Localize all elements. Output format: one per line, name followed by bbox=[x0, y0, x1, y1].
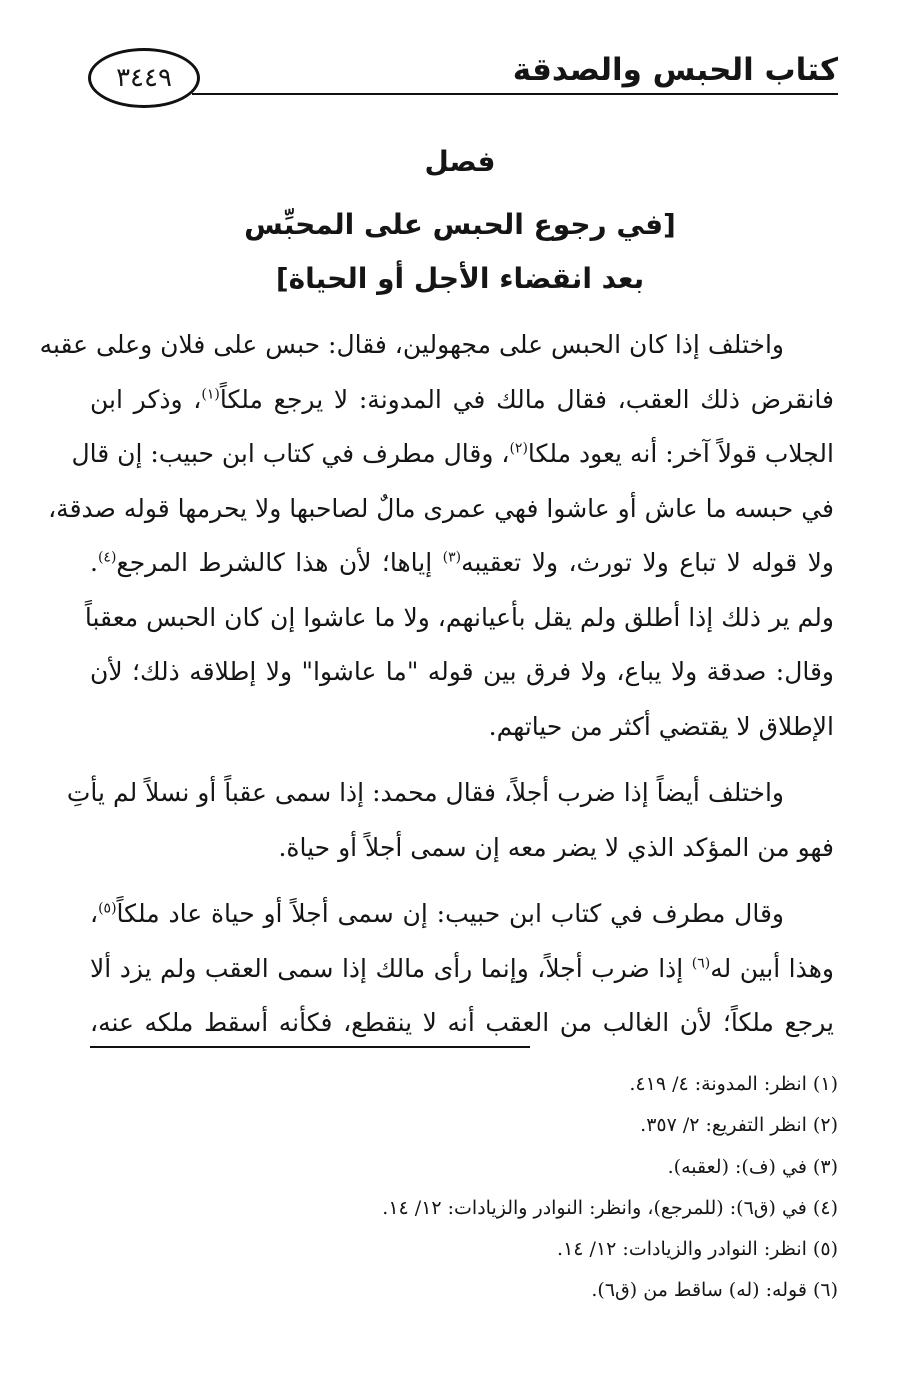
text-line bbox=[90, 536, 834, 591]
footnote-item: (١) انظر: المدونة: ٤/ ٤١٩. bbox=[629, 1073, 838, 1095]
footnote-reference[interactable]: (٥) bbox=[98, 900, 117, 917]
text-line bbox=[39, 318, 834, 373]
text-line bbox=[90, 373, 834, 428]
text-span: واختلف أيضاً إذا ضرب أجلاً، فقال محمد: إذا سمى عقباً أو نسلاً لم يأتِ bbox=[66, 778, 784, 807]
footnote-item: (٥) انظر: النوادر والزيادات: ١٢/ ١٤. bbox=[557, 1238, 838, 1261]
text-span: يرجع ملكاً؛ لأن الغالب من العقب أنه لا ينقطع، فكأنه أسقط ملكه عنه، bbox=[90, 1008, 834, 1037]
paragraph-gap bbox=[90, 875, 834, 887]
text-span: فهو من المؤكد الذي لا يضر معه إن سمى أجلاً أو حياة. bbox=[278, 832, 834, 862]
header-rule bbox=[192, 93, 838, 95]
running-header-title: كتاب الحبس والصدقة bbox=[512, 52, 838, 88]
footnote-item: (٦) قوله: (له) ساقط من (ق٦). bbox=[591, 1279, 838, 1302]
text-line bbox=[71, 427, 834, 482]
text-span: ، bbox=[90, 899, 99, 928]
text-span: إياها؛ لأن هذا كالشرط المرجع bbox=[116, 548, 443, 577]
text-span: ولم ير ذلك إذا أطلق ولم يقل بأعيانهم، ولا ما عاشوا إن كان الحبس معقباً bbox=[84, 602, 834, 632]
text-line bbox=[90, 887, 834, 942]
text-span: الإطلاق لا يقتضي أكثر من حياتهم. bbox=[488, 711, 834, 741]
text-span: وهذا أبين له bbox=[710, 953, 834, 983]
chapter-title-line-2: بعد انقضاء الأجل أو الحياة] bbox=[275, 262, 645, 295]
text-line bbox=[48, 482, 834, 537]
text-span: . bbox=[90, 548, 98, 577]
text-line bbox=[90, 942, 834, 997]
footnote-reference[interactable]: (٦) bbox=[691, 955, 711, 972]
footnote-separator bbox=[90, 1046, 530, 1048]
text-span: وقال: صدقة ولا يباع، ولا فرق بين قوله "ما عاشوا" ولا إطلاقه ذلك؛ لأن bbox=[90, 657, 834, 686]
paragraph-gap bbox=[90, 754, 834, 766]
text-span: فانقرض ذلك العقب، فقال مالك في المدونة: لا يرجع ملكاً bbox=[219, 384, 834, 414]
text-line bbox=[84, 591, 834, 646]
text-span: ولا قوله لا تباع ولا تورث، ولا تعقيبه bbox=[461, 548, 834, 577]
text-span: واختلف إذا كان الحبس على مجهولين، فقال: حبس على فلان وعلى عقبه bbox=[39, 330, 784, 359]
text-span: ، وذكر ابن bbox=[90, 384, 202, 414]
body-text bbox=[39, 318, 834, 1051]
page-number: ٣٤٤٩ bbox=[88, 48, 200, 108]
footnote-item: (٤) في (ق٦): (للمرجع)، وانظر: النوادر والزيادات: ١٢/ ١٤. bbox=[382, 1196, 838, 1219]
text-span: في حبسه ما عاش أو عاشوا فهي عمرى مالٌ لصاحبها ولا يحرمها قوله صدقة، bbox=[48, 493, 834, 523]
text-line bbox=[90, 996, 834, 1051]
footnote-reference[interactable]: (١) bbox=[201, 386, 220, 403]
footnote-item: (٢) انظر التفريع: ٢/ ٣٥٧. bbox=[640, 1114, 838, 1137]
footnote-item: (٣) في (ف): (لعقبه). bbox=[667, 1155, 838, 1178]
text-line bbox=[66, 766, 834, 821]
section-heading: فصل bbox=[424, 145, 496, 178]
text-span: إذا ضرب أجلاً، وإنما رأى مالك إذا سمى العقب ولم يزد ألا bbox=[90, 953, 692, 983]
footnote-reference[interactable]: (٣) bbox=[442, 549, 462, 566]
text-line bbox=[90, 645, 834, 700]
text-line bbox=[90, 821, 834, 876]
text-span: الجلاب قولاً آخر: أنه يعود ملكا bbox=[527, 439, 834, 468]
text-span: وقال مطرف في كتاب ابن حبيب: إن سمى أجلاً أو حياة عاد ملكاً bbox=[116, 899, 784, 928]
text-span: ، وقال مطرف في كتاب ابن حبيب: إن قال bbox=[71, 439, 510, 468]
chapter-title-line-1: [في رجوع الحبس على المحبِّس bbox=[244, 208, 676, 241]
footnotes bbox=[90, 1064, 838, 1312]
footnote-reference[interactable]: (٢) bbox=[509, 440, 528, 457]
text-line bbox=[90, 700, 834, 755]
footnote-reference[interactable]: (٤) bbox=[97, 549, 117, 566]
